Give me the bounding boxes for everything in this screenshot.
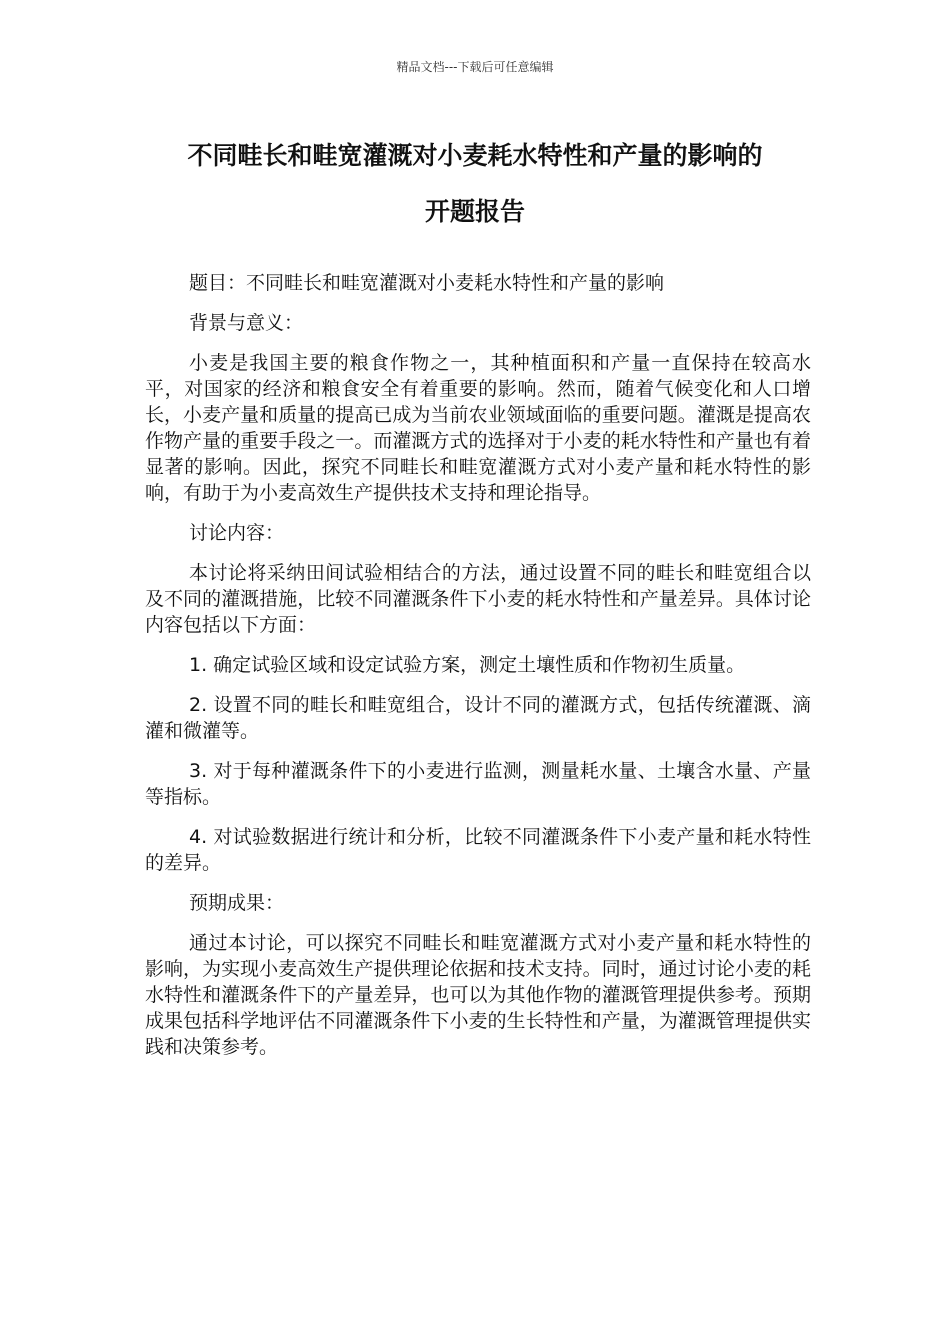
title-line-2: 开题报告 — [424, 197, 525, 226]
section-heading-background: 背景与意义： — [189, 312, 304, 334]
outcomes-paragraph: 通过本讨论，可以探究不同畦长和畦宽灌溉方式对小麦产量和耗水特性的影响，为实现小麦高效生产提供理论依据和技术支持。同时，通过讨论小麦的耗水特性和灌溉条件下的产量差异，也可以为其他作物的灌溉管理提供参考。预期成果包括科学地评估不同灌溉条件下小麦的生长特性和产量，为灌溉管理提供实践和决策参考。 — [145, 932, 811, 1058]
topic-line: 题目：不同畦长和畦宽灌溉对小麦耗水特性和产量的影响 — [189, 272, 665, 294]
background-paragraph: 小麦是我国主要的粮食作物之一，其种植面积和产量一直保持在较高水平，对国家的经济和粮食安全有着重要的影响。然而，随着气候变化和人口增长，小麦产量和质量的提高已成为当前农业领域面临的重要问题。灌溉是提高农作物产量的重要手段之一。而灌溉方式的选择对于小麦的耗水特性和产量也有着显著的影响。因此，探究不同畦长和畦宽灌溉方式对小麦产量和耗水特性的影响，有助于为小麦高效生产提供技术支持和理论指导。 — [145, 352, 811, 504]
document-body — [145, 270, 811, 1060]
list-item-1: 1. 确定试验区域和设定试验方案，测定土壤性质和作物初生质量。 — [189, 654, 746, 676]
discussion-paragraph: 本讨论将采纳田间试验相结合的方法，通过设置不同的畦长和畦宽组合以及不同的灌溉措施，比较不同灌溉条件下小麦的耗水特性和产量差异。具体讨论内容包括以下方面： — [145, 562, 811, 636]
section-heading-outcomes: 预期成果： — [189, 892, 285, 914]
list-item-4: 4. 对试验数据进行统计和分析，比较不同灌溉条件下小麦产量和耗水特性的差异。 — [145, 826, 811, 874]
list-item-3: 3. 对于每种灌溉条件下的小麦进行监测，测量耗水量、土壤含水量、产量等指标。 — [145, 760, 811, 808]
document-title — [0, 128, 950, 240]
list-item-2: 2. 设置不同的畦长和畦宽组合，设计不同的灌溉方式，包括传统灌溉、滴灌和微灌等。 — [145, 694, 811, 742]
section-heading-discussion: 讨论内容： — [189, 522, 285, 544]
header-note: 精品文档---下载后可任意编辑 — [396, 60, 554, 74]
title-line-1: 不同畦长和畦宽灌溉对小麦耗水特性和产量的影响的 — [187, 141, 763, 170]
